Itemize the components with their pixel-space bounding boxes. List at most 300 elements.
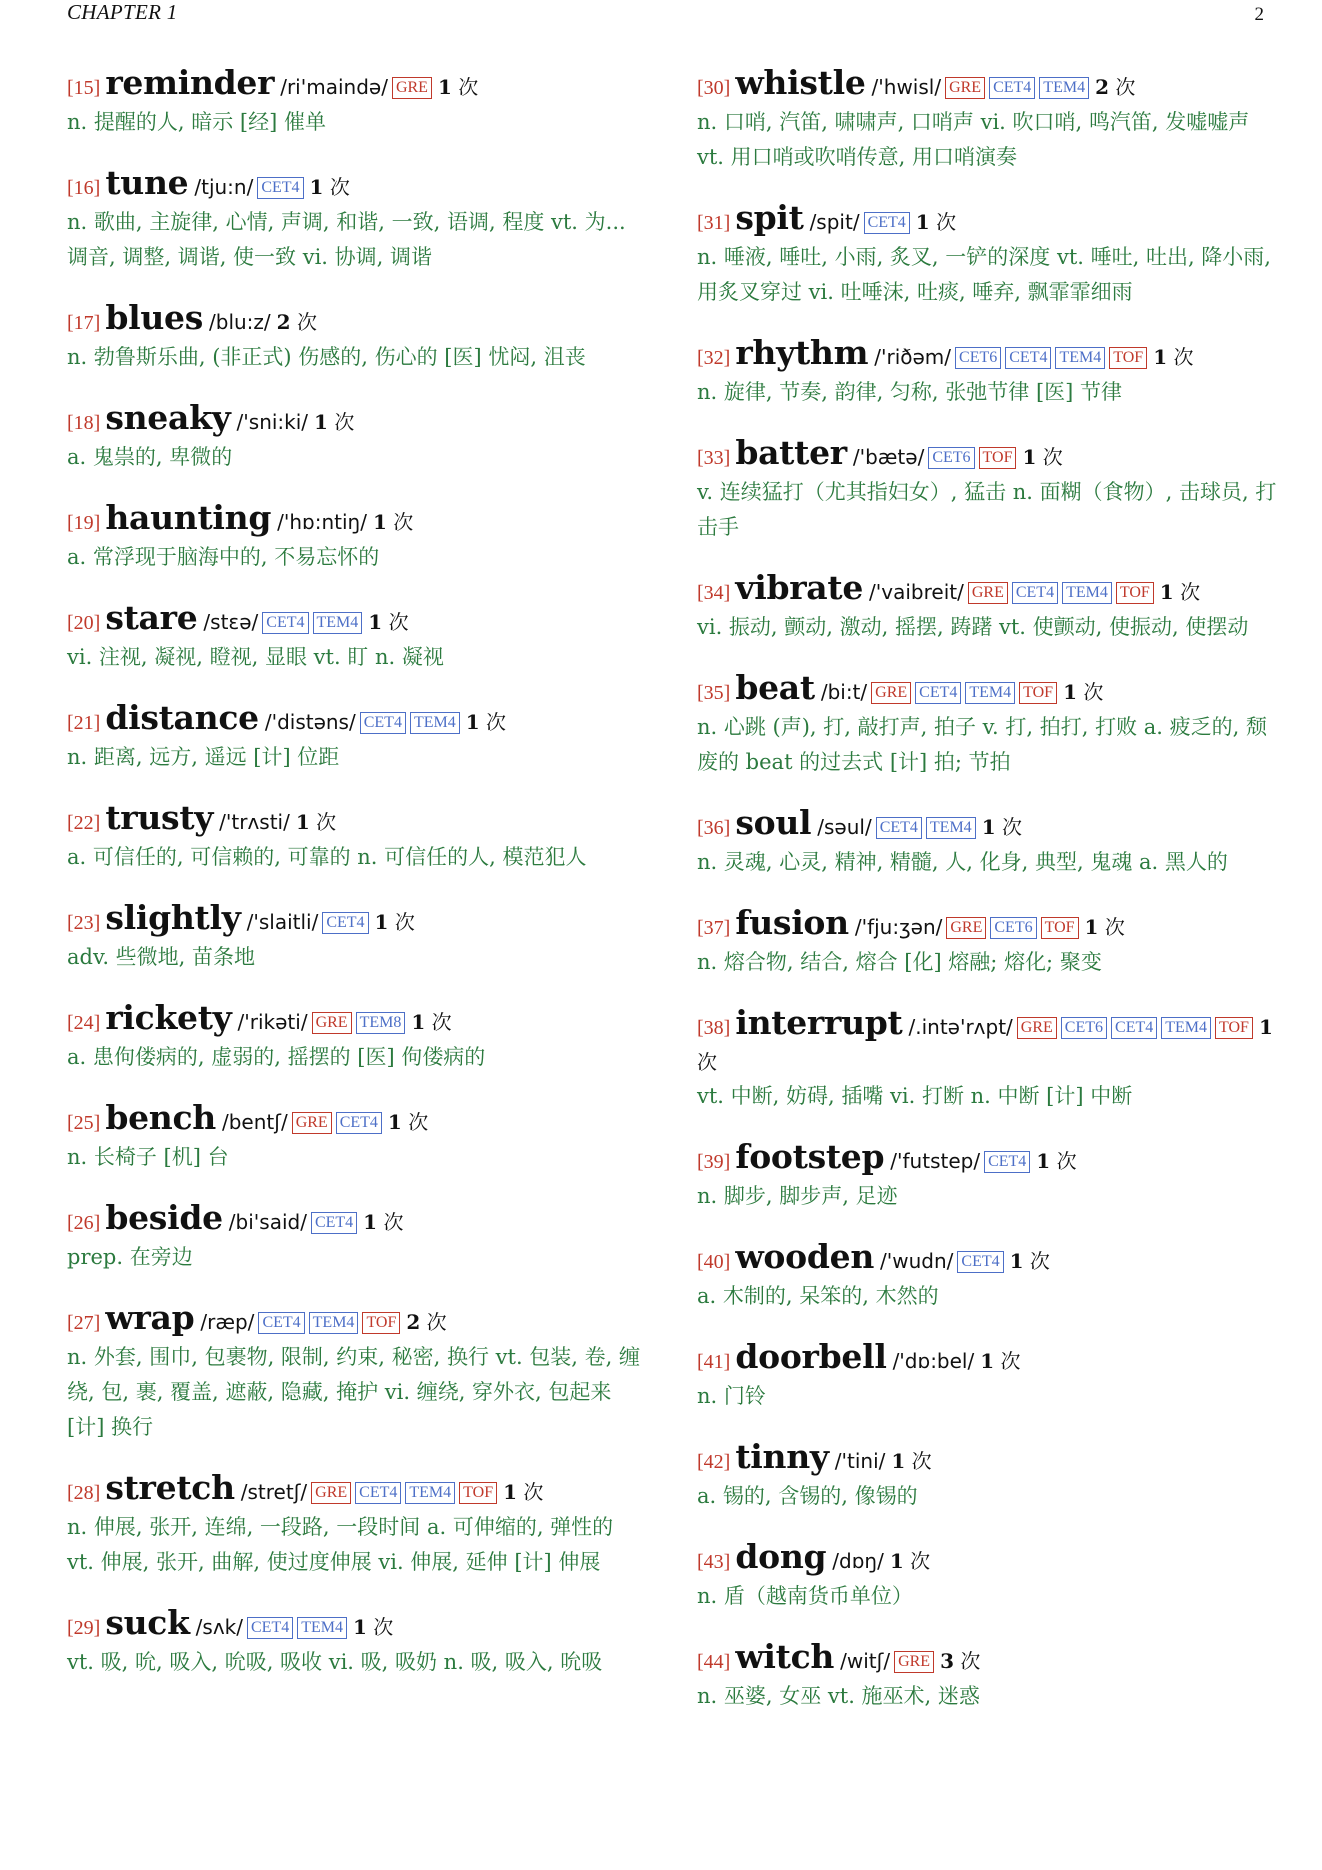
exam-tag: CET4 bbox=[876, 817, 922, 839]
entry-headline bbox=[67, 1468, 643, 1510]
entry-definition: n. 长椅子 [机] 台 bbox=[67, 1145, 229, 1169]
entry-number: [20] bbox=[67, 612, 101, 634]
page-number: 2 bbox=[1254, 4, 1264, 25]
left-column bbox=[67, 63, 643, 1706]
entry-definition: n. 熔合物, 结合, 熔合 [化] 熔融; 熔化; 聚变 bbox=[697, 950, 1102, 974]
vocab-entry bbox=[67, 63, 643, 140]
frequency-count bbox=[1085, 915, 1125, 939]
entry-word: rhythm bbox=[735, 333, 869, 372]
frequency-count bbox=[940, 1649, 980, 1673]
exam-tag: CET4 bbox=[864, 212, 910, 234]
entry-phonetic: /bi:t/ bbox=[820, 680, 868, 704]
entry-number: [15] bbox=[67, 77, 101, 99]
exam-tag: TEM4 bbox=[297, 1617, 347, 1639]
entry-word: distance bbox=[105, 698, 259, 737]
entry-word: stare bbox=[105, 598, 198, 637]
entry-definition: a. 可信任的, 可信赖的, 可靠的 n. 可信任的人, 模范犯人 bbox=[67, 845, 587, 869]
count-unit: 次 bbox=[697, 1050, 717, 1074]
count-value: 1 bbox=[1084, 915, 1099, 939]
frequency-count bbox=[466, 710, 506, 734]
entry-word: slightly bbox=[105, 898, 241, 937]
entry-definition: n. 口哨, 汽笛, 啸啸声, 口哨声 vi. 吹口哨, 鸣汽笛, 发嘘嘘声 vt. 用口哨或吹哨传意, 用口哨演奏 bbox=[697, 110, 1250, 169]
entry-headline bbox=[67, 298, 643, 340]
exam-tag: TEM4 bbox=[405, 1482, 455, 1504]
vocab-entry bbox=[67, 698, 643, 775]
exam-tag: TOF bbox=[362, 1312, 400, 1334]
entry-definition: n. 盾（越南货币单位） bbox=[697, 1584, 913, 1608]
entry-number: [23] bbox=[67, 912, 101, 934]
entry-headline bbox=[67, 1603, 643, 1645]
entry-definition: n. 心跳 (声), 打, 敲打声, 拍子 v. 打, 拍打, 打败 a. 疲乏的, 颓废的 beat 的过去式 [计] 拍; 节拍 bbox=[697, 715, 1267, 774]
entry-headline bbox=[67, 498, 643, 540]
entry-phonetic: /stretʃ/ bbox=[240, 1480, 308, 1504]
count-unit: 次 bbox=[911, 1449, 932, 1473]
entry-definition: a. 患佝偻病的, 虚弱的, 摇摆的 [医] 佝偻病的 bbox=[67, 1045, 486, 1069]
entry-headline bbox=[697, 1637, 1277, 1679]
entry-phonetic: /dɒŋ/ bbox=[832, 1549, 884, 1573]
count-unit: 次 bbox=[1115, 75, 1136, 99]
count-value: 1 bbox=[1036, 1149, 1051, 1173]
entry-phonetic: /'bætə/ bbox=[852, 445, 925, 469]
vocab-entry bbox=[697, 1637, 1277, 1714]
vocab-entry bbox=[697, 433, 1277, 545]
count-unit: 次 bbox=[388, 610, 409, 634]
entry-number: [41] bbox=[697, 1351, 731, 1373]
count-unit: 次 bbox=[1104, 915, 1125, 939]
count-unit: 次 bbox=[426, 1310, 447, 1334]
exam-tag: CET4 bbox=[957, 1251, 1003, 1273]
entry-word: doorbell bbox=[735, 1337, 887, 1376]
exam-tag: TEM4 bbox=[1039, 77, 1089, 99]
entry-phonetic: /'distəns/ bbox=[264, 710, 356, 734]
entry-number: [16] bbox=[67, 177, 101, 199]
frequency-count bbox=[277, 310, 317, 334]
count-unit: 次 bbox=[296, 310, 317, 334]
exam-tag: CET4 bbox=[1111, 1017, 1157, 1039]
exam-tag: CET4 bbox=[355, 1482, 401, 1504]
entry-phonetic: /'rikəti/ bbox=[237, 1010, 308, 1034]
count-value: 2 bbox=[276, 310, 291, 334]
vocab-entry bbox=[697, 1337, 1277, 1414]
exam-tag: CET6 bbox=[955, 347, 1001, 369]
vocab-entry bbox=[67, 298, 643, 375]
count-value: 1 bbox=[374, 910, 389, 934]
vocab-entry bbox=[697, 568, 1277, 645]
exam-tag: CET4 bbox=[322, 912, 368, 934]
entry-number: [28] bbox=[67, 1482, 101, 1504]
count-unit: 次 bbox=[408, 1110, 429, 1134]
count-value: 1 bbox=[411, 1010, 426, 1034]
right-column bbox=[697, 63, 1277, 1740]
entry-headline bbox=[67, 1198, 643, 1240]
entry-headline bbox=[697, 803, 1277, 845]
exam-tag: TEM8 bbox=[356, 1012, 406, 1034]
exam-tag: GRE bbox=[292, 1112, 332, 1134]
frequency-count bbox=[314, 410, 354, 434]
entry-phonetic: /'slaitli/ bbox=[246, 910, 319, 934]
entry-phonetic: /səul/ bbox=[817, 815, 872, 839]
entry-number: [29] bbox=[67, 1617, 101, 1639]
exam-tag: TEM4 bbox=[1055, 347, 1105, 369]
entry-headline bbox=[697, 903, 1277, 945]
count-unit: 次 bbox=[1083, 680, 1104, 704]
entry-phonetic: /'riðəm/ bbox=[874, 345, 952, 369]
count-unit: 次 bbox=[960, 1649, 981, 1673]
entry-number: [22] bbox=[67, 812, 101, 834]
frequency-count bbox=[1063, 680, 1103, 704]
entry-number: [43] bbox=[697, 1551, 731, 1573]
frequency-count bbox=[438, 75, 478, 99]
count-unit: 次 bbox=[393, 510, 414, 534]
count-unit: 次 bbox=[383, 1210, 404, 1234]
count-unit: 次 bbox=[936, 210, 957, 234]
entry-phonetic: /'trʌsti/ bbox=[219, 810, 290, 834]
entry-phonetic: /ræp/ bbox=[200, 1310, 255, 1334]
exam-tag: TOF bbox=[459, 1482, 497, 1504]
exam-tag: CET4 bbox=[257, 177, 303, 199]
entry-definition: a. 鬼祟的, 卑微的 bbox=[67, 445, 233, 469]
count-value: 1 bbox=[363, 1210, 378, 1234]
vocab-entry bbox=[67, 398, 643, 475]
entry-word: spit bbox=[735, 198, 804, 237]
count-value: 1 bbox=[1063, 680, 1077, 704]
entry-definition: n. 伸展, 张开, 连绵, 一段路, 一段时间 a. 可伸缩的, 弹性的 vt. 伸展, 张开, 曲解, 使过度伸展 vi. 伸展, 延伸 [计] 伸展 bbox=[67, 1515, 614, 1574]
count-unit: 次 bbox=[486, 710, 506, 734]
vocab-entry bbox=[67, 1198, 643, 1275]
entry-word: wrap bbox=[105, 1298, 195, 1337]
frequency-count bbox=[1160, 580, 1200, 604]
entry-number: [37] bbox=[697, 917, 731, 939]
exam-tag: TEM4 bbox=[1161, 1017, 1211, 1039]
entry-headline bbox=[67, 63, 643, 105]
vocab-entry bbox=[697, 333, 1277, 410]
exam-tag: TOF bbox=[1041, 917, 1079, 939]
count-value: 1 bbox=[353, 1615, 367, 1639]
entry-word: vibrate bbox=[735, 568, 864, 607]
frequency-count bbox=[296, 810, 336, 834]
entry-headline bbox=[697, 63, 1277, 105]
entry-number: [42] bbox=[697, 1451, 731, 1473]
entry-phonetic: /'hwisl/ bbox=[871, 75, 942, 99]
exam-tag: TOF bbox=[1215, 1017, 1253, 1039]
entry-word: bench bbox=[105, 1098, 216, 1137]
count-unit: 次 bbox=[523, 1480, 544, 1504]
frequency-count bbox=[406, 1310, 446, 1334]
entry-number: [27] bbox=[67, 1312, 101, 1334]
entry-headline bbox=[67, 163, 643, 205]
entry-definition: a. 锡的, 含锡的, 像锡的 bbox=[697, 1484, 918, 1508]
exam-tag: CET4 bbox=[1005, 347, 1051, 369]
entry-word: tune bbox=[105, 163, 189, 202]
count-unit: 次 bbox=[431, 1010, 452, 1034]
entry-definition: n. 提醒的人, 暗示 [经] 催单 bbox=[67, 110, 326, 134]
entry-headline bbox=[67, 998, 643, 1040]
vocab-entry bbox=[697, 1003, 1277, 1114]
exam-tag: TEM4 bbox=[1062, 582, 1112, 604]
vocab-entry bbox=[697, 63, 1277, 175]
entry-phonetic: /blu:z/ bbox=[209, 310, 271, 334]
entry-definition: adv. 些微地, 苗条地 bbox=[67, 945, 256, 969]
frequency-count bbox=[1095, 75, 1135, 99]
vocab-entry bbox=[697, 1237, 1277, 1314]
entry-definition: vi. 注视, 凝视, 瞪视, 显眼 vt. 盯 n. 凝视 bbox=[67, 645, 444, 669]
exam-tag: TOF bbox=[1116, 582, 1154, 604]
exam-tag: GRE bbox=[894, 1651, 934, 1673]
entry-headline bbox=[697, 1337, 1277, 1379]
count-value: 1 bbox=[437, 75, 452, 99]
exam-tag: GRE bbox=[312, 1012, 352, 1034]
vocab-entry bbox=[67, 1298, 643, 1445]
exam-tag: CET4 bbox=[984, 1151, 1030, 1173]
frequency-count bbox=[1022, 445, 1062, 469]
frequency-count bbox=[375, 910, 415, 934]
count-value: 1 bbox=[1022, 445, 1037, 469]
count-unit: 次 bbox=[316, 810, 337, 834]
entry-number: [38] bbox=[697, 1017, 731, 1039]
entry-word: batter bbox=[735, 433, 847, 472]
vocab-entry bbox=[697, 1537, 1277, 1614]
count-value: 1 bbox=[1159, 580, 1174, 604]
count-unit: 次 bbox=[1001, 815, 1022, 839]
entry-definition: n. 歌曲, 主旋律, 心情, 声调, 和谐, 一致, 语调, 程度 vt. 为... 调音, 调整, 调谐, 使一致 vi. 协调, 调谐 bbox=[67, 210, 626, 269]
exam-tag: CET4 bbox=[360, 712, 406, 734]
entry-phonetic: /bentʃ/ bbox=[221, 1110, 288, 1134]
count-value: 1 bbox=[1009, 1249, 1024, 1273]
count-value: 1 bbox=[891, 1449, 906, 1473]
entry-phonetic: /'futstep/ bbox=[890, 1149, 981, 1173]
entry-number: [44] bbox=[697, 1651, 731, 1673]
entry-definition: vi. 振动, 颤动, 激动, 摇摆, 踌躇 vt. 使颤动, 使振动, 使摆动 bbox=[697, 615, 1249, 639]
count-unit: 次 bbox=[910, 1549, 931, 1573]
count-value: 1 bbox=[503, 1480, 518, 1504]
count-value: 1 bbox=[309, 175, 324, 199]
frequency-count bbox=[982, 815, 1022, 839]
frequency-count bbox=[411, 1010, 451, 1034]
entry-word: blues bbox=[105, 298, 204, 337]
entry-word: witch bbox=[735, 1637, 835, 1676]
entry-headline bbox=[697, 198, 1277, 240]
exam-tag: TEM4 bbox=[926, 817, 976, 839]
exam-tag: TEM4 bbox=[410, 712, 460, 734]
entry-definition: n. 距离, 远方, 遥远 [计] 位距 bbox=[67, 745, 340, 769]
count-value: 1 bbox=[1153, 345, 1168, 369]
entry-phonetic: /tju:n/ bbox=[194, 175, 254, 199]
exam-tag: CET4 bbox=[258, 1312, 304, 1334]
entry-word: trusty bbox=[105, 798, 214, 837]
entry-phonetic: /'fju:ʒən/ bbox=[854, 915, 943, 939]
count-unit: 次 bbox=[1029, 1249, 1050, 1273]
entry-definition: n. 灵魂, 心灵, 精神, 精髓, 人, 化身, 典型, 鬼魂 a. 黑人的 bbox=[697, 850, 1228, 874]
entry-number: [34] bbox=[697, 582, 731, 604]
entry-headline bbox=[67, 1098, 643, 1140]
count-value: 1 bbox=[314, 410, 328, 434]
entry-number: [31] bbox=[697, 212, 731, 234]
count-unit: 次 bbox=[373, 1615, 394, 1639]
exam-tag: GRE bbox=[311, 1482, 351, 1504]
entry-phonetic: /sʌk/ bbox=[195, 1615, 243, 1639]
exam-tag: CET4 bbox=[336, 1112, 382, 1134]
exam-tag: GRE bbox=[946, 917, 986, 939]
vocab-entry bbox=[697, 903, 1277, 980]
entry-word: tinny bbox=[735, 1437, 829, 1476]
entry-definition: a. 常浮现于脑海中的, 不易忘怀的 bbox=[67, 545, 380, 569]
entry-word: suck bbox=[105, 1603, 190, 1642]
exam-tag: TEM4 bbox=[313, 612, 363, 634]
entry-phonetic: /'dɒ:bel/ bbox=[892, 1349, 975, 1373]
count-unit: 次 bbox=[458, 75, 479, 99]
count-value: 1 bbox=[915, 210, 930, 234]
entry-number: [17] bbox=[67, 312, 101, 334]
count-unit: 次 bbox=[394, 910, 415, 934]
entry-headline bbox=[697, 1437, 1277, 1479]
frequency-count bbox=[890, 1549, 930, 1573]
entry-number: [32] bbox=[697, 347, 731, 369]
exam-tag: CET6 bbox=[928, 447, 974, 469]
count-value: 1 bbox=[465, 710, 480, 734]
entry-phonetic: /spit/ bbox=[809, 210, 860, 234]
vocab-entry bbox=[67, 498, 643, 575]
count-unit: 次 bbox=[334, 410, 355, 434]
exam-tag: TOF bbox=[1109, 347, 1147, 369]
count-value: 1 bbox=[981, 815, 996, 839]
vocab-entry bbox=[697, 1437, 1277, 1514]
count-value: 3 bbox=[940, 1649, 954, 1673]
count-value: 1 bbox=[387, 1110, 402, 1134]
entry-phonetic: /'hɒ:ntiŋ/ bbox=[277, 510, 367, 534]
entry-phonetic: /stɛə/ bbox=[203, 610, 259, 634]
entry-number: [24] bbox=[67, 1012, 101, 1034]
entry-phonetic: /.intə'rʌpt/ bbox=[908, 1015, 1013, 1039]
entry-word: beside bbox=[105, 1198, 223, 1237]
entry-word: stretch bbox=[105, 1468, 235, 1507]
entry-number: [26] bbox=[67, 1212, 101, 1234]
vocab-entry bbox=[67, 998, 643, 1075]
entry-headline bbox=[697, 668, 1277, 710]
entry-phonetic: /bi'said/ bbox=[228, 1210, 307, 1234]
count-unit: 次 bbox=[1000, 1349, 1021, 1373]
count-value: 1 bbox=[295, 810, 310, 834]
chapter-title: CHAPTER 1 bbox=[67, 0, 178, 24]
count-unit: 次 bbox=[1056, 1149, 1077, 1173]
count-unit: 次 bbox=[329, 175, 350, 199]
count-value: 1 bbox=[980, 1349, 995, 1373]
entry-phonetic: /ri'maində/ bbox=[280, 75, 388, 99]
entry-word: footstep bbox=[735, 1137, 885, 1176]
entry-word: dong bbox=[735, 1537, 827, 1576]
frequency-count bbox=[1036, 1149, 1076, 1173]
entry-definition: n. 唾液, 唾吐, 小雨, 炙叉, 一铲的深度 vt. 唾吐, 吐出, 降小雨, 用炙叉穿过 vi. 吐唾沫, 吐痰, 唾弃, 飘霏霏细雨 bbox=[697, 245, 1271, 304]
entry-phonetic: /'sni:ki/ bbox=[236, 410, 309, 434]
vocab-entry bbox=[67, 1098, 643, 1175]
exam-tag: CET4 bbox=[311, 1212, 357, 1234]
entry-headline bbox=[67, 698, 643, 740]
entry-headline bbox=[697, 1003, 1277, 1079]
exam-tag: GRE bbox=[392, 77, 432, 99]
vocab-entry bbox=[697, 668, 1277, 780]
frequency-count bbox=[310, 175, 350, 199]
entry-word: whistle bbox=[735, 63, 866, 102]
entry-phonetic: /'tini/ bbox=[834, 1449, 886, 1473]
entry-headline bbox=[697, 568, 1277, 610]
exam-tag: TOF bbox=[979, 447, 1017, 469]
count-unit: 次 bbox=[1042, 445, 1063, 469]
frequency-count bbox=[1153, 345, 1193, 369]
vocab-entry bbox=[697, 803, 1277, 880]
entry-number: [19] bbox=[67, 512, 101, 534]
entry-definition: vt. 中断, 妨碍, 插嘴 vi. 打断 n. 中断 [计] 中断 bbox=[697, 1084, 1133, 1108]
entry-phonetic: /witʃ/ bbox=[840, 1649, 891, 1673]
frequency-count bbox=[353, 1615, 393, 1639]
frequency-count bbox=[980, 1349, 1020, 1373]
entry-phonetic: /'vaibreit/ bbox=[869, 580, 964, 604]
frequency-count bbox=[503, 1480, 543, 1504]
entry-number: [36] bbox=[697, 817, 731, 839]
entry-definition: a. 木制的, 呆笨的, 木然的 bbox=[697, 1284, 939, 1308]
exam-tag: CET6 bbox=[990, 917, 1036, 939]
entry-headline bbox=[67, 398, 643, 440]
exam-tag: TEM4 bbox=[309, 1312, 359, 1334]
count-value: 1 bbox=[372, 510, 387, 534]
entry-word: soul bbox=[735, 803, 812, 842]
exam-tag: CET4 bbox=[915, 682, 961, 704]
frequency-count bbox=[368, 610, 408, 634]
frequency-count bbox=[373, 510, 413, 534]
entry-word: rickety bbox=[105, 998, 232, 1037]
entry-number: [40] bbox=[697, 1251, 731, 1273]
entry-definition: vt. 吸, 吮, 吸入, 吮吸, 吸收 vi. 吸, 吸奶 n. 吸, 吸入, 吮吸 bbox=[67, 1650, 603, 1674]
entry-number: [21] bbox=[67, 712, 101, 734]
exam-tag: CET4 bbox=[1012, 582, 1058, 604]
entry-word: beat bbox=[735, 668, 815, 707]
entry-number: [30] bbox=[697, 77, 731, 99]
entry-definition: n. 门铃 bbox=[697, 1384, 766, 1408]
entry-definition: prep. 在旁边 bbox=[67, 1245, 193, 1269]
exam-tag: TOF bbox=[1019, 682, 1057, 704]
entry-definition: n. 旋律, 节奏, 韵律, 匀称, 张弛节律 [医] 节律 bbox=[697, 380, 1123, 404]
entry-headline bbox=[697, 1537, 1277, 1579]
count-unit: 次 bbox=[1173, 345, 1194, 369]
entry-headline bbox=[67, 1298, 643, 1340]
entry-headline bbox=[67, 798, 643, 840]
count-unit: 次 bbox=[1180, 580, 1201, 604]
entry-headline bbox=[697, 1237, 1277, 1279]
exam-tag: CET4 bbox=[989, 77, 1035, 99]
vocab-entry bbox=[697, 198, 1277, 310]
exam-tag: TEM4 bbox=[965, 682, 1015, 704]
entry-definition: n. 勃鲁斯乐曲, (非正式) 伤感的, 伤心的 [医] 忧闷, 沮丧 bbox=[67, 345, 586, 369]
vocab-entry bbox=[67, 1468, 643, 1580]
entry-headline bbox=[697, 333, 1277, 375]
entry-word: sneaky bbox=[105, 398, 231, 437]
count-value: 1 bbox=[889, 1549, 904, 1573]
vocab-entry bbox=[67, 798, 643, 875]
frequency-count bbox=[891, 1449, 931, 1473]
entry-definition: n. 外套, 围巾, 包裹物, 限制, 约束, 秘密, 换行 vt. 包装, 卷, 缠绕, 包, 裹, 覆盖, 遮蔽, 隐藏, 掩护 vi. 缠绕, 穿外衣, 包起来 [计] 换行 bbox=[67, 1345, 641, 1439]
exam-tag: GRE bbox=[968, 582, 1008, 604]
entry-headline bbox=[697, 1137, 1277, 1179]
entry-word: fusion bbox=[735, 903, 849, 942]
exam-tag: CET6 bbox=[1061, 1017, 1107, 1039]
entry-number: [33] bbox=[697, 447, 731, 469]
vocab-entry bbox=[67, 898, 643, 975]
entry-number: [35] bbox=[697, 682, 731, 704]
count-value: 2 bbox=[1095, 75, 1109, 99]
entry-word: haunting bbox=[105, 498, 272, 537]
count-value: 2 bbox=[406, 1310, 421, 1334]
exam-tag: GRE bbox=[871, 682, 911, 704]
page-header bbox=[67, 0, 1264, 30]
entry-headline bbox=[697, 433, 1277, 475]
